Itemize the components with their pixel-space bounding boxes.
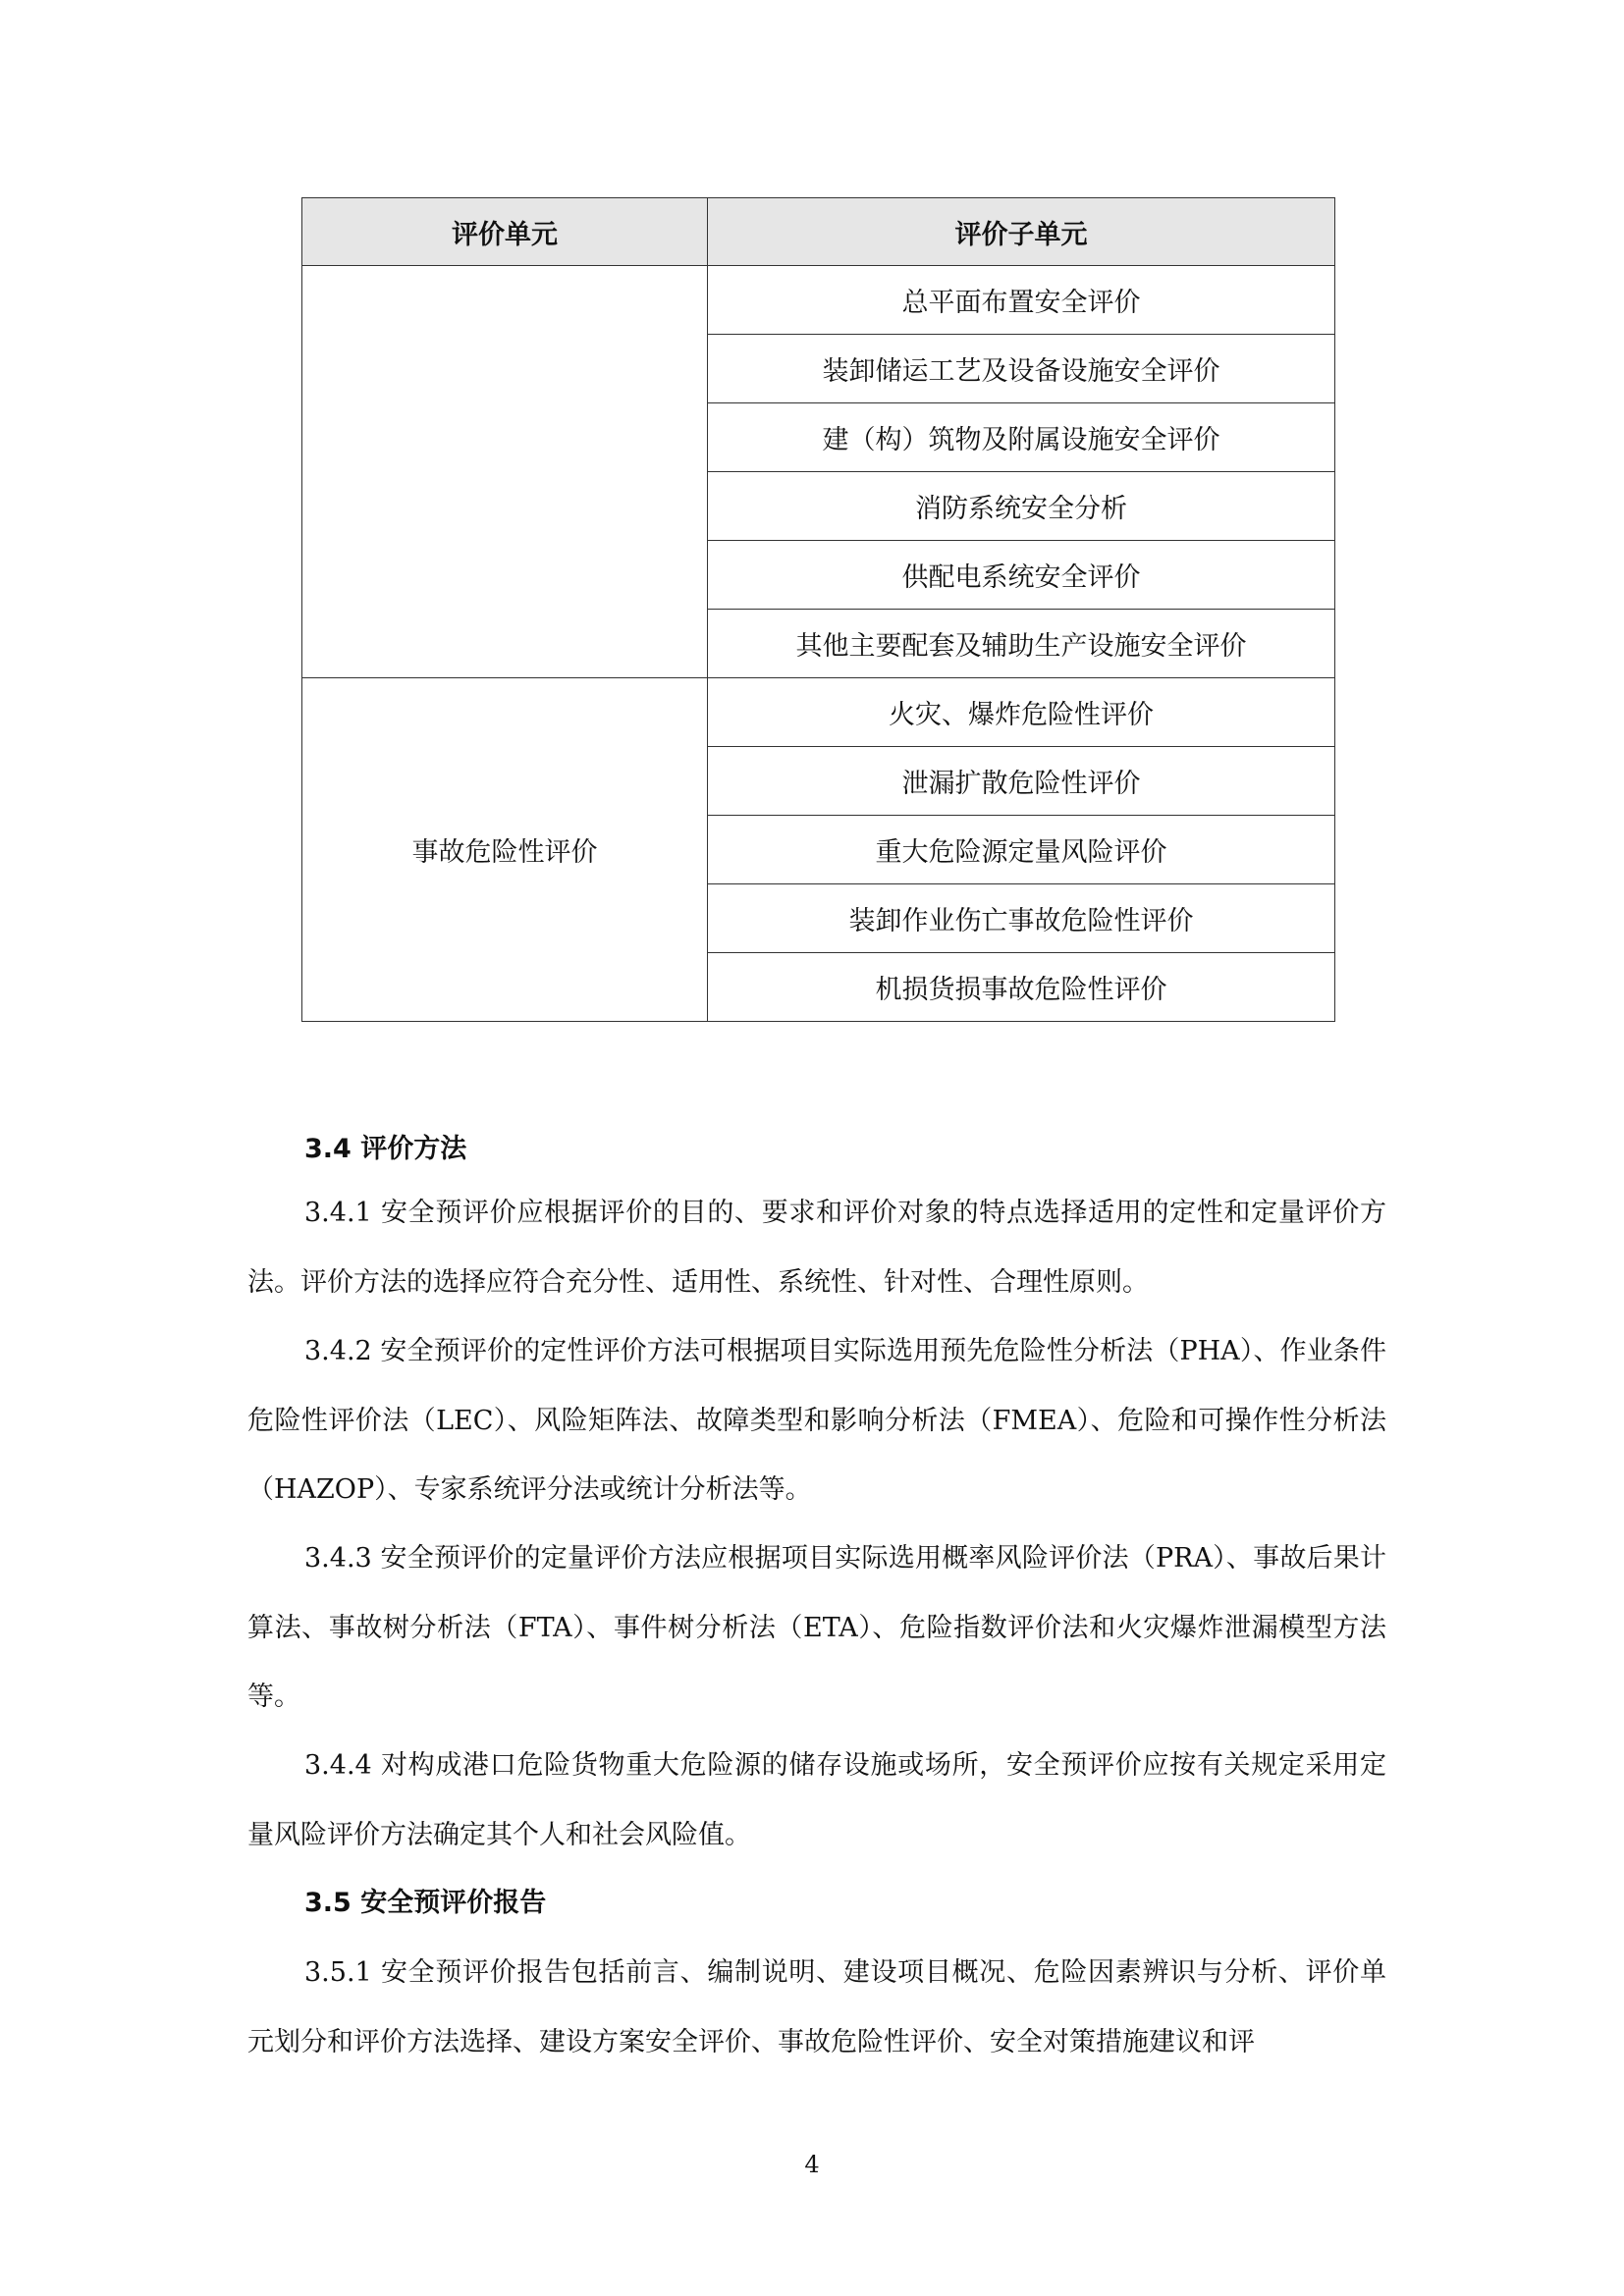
evaluation-unit-table: [301, 197, 1335, 1022]
unit-cell: [302, 266, 708, 678]
subunit-cell: 重大危险源定量风险评价: [708, 816, 1335, 884]
subunit-cell: 供配电系统安全评价: [708, 541, 1335, 610]
header-unit: 评价单元: [302, 198, 708, 266]
subunit-cell: 装卸储运工艺及设备设施安全评价: [708, 335, 1335, 403]
header-subunit: 评价子单元: [708, 198, 1335, 266]
paragraph-3-4-2: 3.4.2 安全预评价的定性评价方法可根据项目实际选用预先危险性分析法（PHA）、作业条件危险性评价法（LEC）、风险矩阵法、故障类型和影响分析法（FMEA）、危险和可操作性分析法（HAZOP）、专家系统评分法或统计分析法等。: [247, 1336, 1386, 1505]
paragraph-3-5-1: 3.5.1 安全预评价报告包括前言、编制说明、建设项目概况、危险因素辨识与分析、评价单元划分和评价方法选择、建设方案安全评价、事故危险性评价、安全对策措施建议和评: [247, 1957, 1386, 2057]
page-number: 4: [804, 2151, 820, 2178]
subunit-cell: 建（构）筑物及附属设施安全评价: [708, 403, 1335, 472]
unit-cell: 事故危险性评价: [302, 678, 708, 1022]
subunit-cell: 总平面布置安全评价: [708, 266, 1335, 335]
subunit-cell: 机损货损事故危险性评价: [708, 953, 1335, 1022]
section-heading-3-4: 3.4 评价方法: [304, 1134, 467, 1164]
subunit-cell: 泄漏扩散危险性评价: [708, 747, 1335, 816]
subunit-cell: 装卸作业伤亡事故危险性评价: [708, 884, 1335, 953]
table-row: [302, 266, 1335, 335]
subunit-cell: 火灾、爆炸危险性评价: [708, 678, 1335, 747]
section-heading-3-5: 3.5 安全预评价报告: [304, 1888, 547, 1918]
paragraph-3-4-4: 3.4.4 对构成港口危险货物重大危险源的储存设施或场所，安全预评价应按有关规定采用定量风险评价方法确定其个人和社会风险值。: [247, 1750, 1386, 1850]
table-header-row: [302, 198, 1335, 266]
paragraph-3-4-1: 3.4.1 安全预评价应根据评价的目的、要求和评价对象的特点选择适用的定性和定量评价方法。评价方法的选择应符合充分性、适用性、系统性、针对性、合理性原则。: [247, 1198, 1386, 1298]
subunit-cell: 消防系统安全分析: [708, 472, 1335, 541]
paragraph-3-4-3: 3.4.3 安全预评价的定量评价方法应根据项目实际选用概率风险评价法（PRA）、事故后果计算法、事故树分析法（FTA）、事件树分析法（ETA）、危险指数评价法和火灾爆炸泄漏模型方法等。: [247, 1543, 1386, 1712]
subunit-cell: 其他主要配套及辅助生产设施安全评价: [708, 610, 1335, 678]
table-row: [302, 678, 1335, 747]
